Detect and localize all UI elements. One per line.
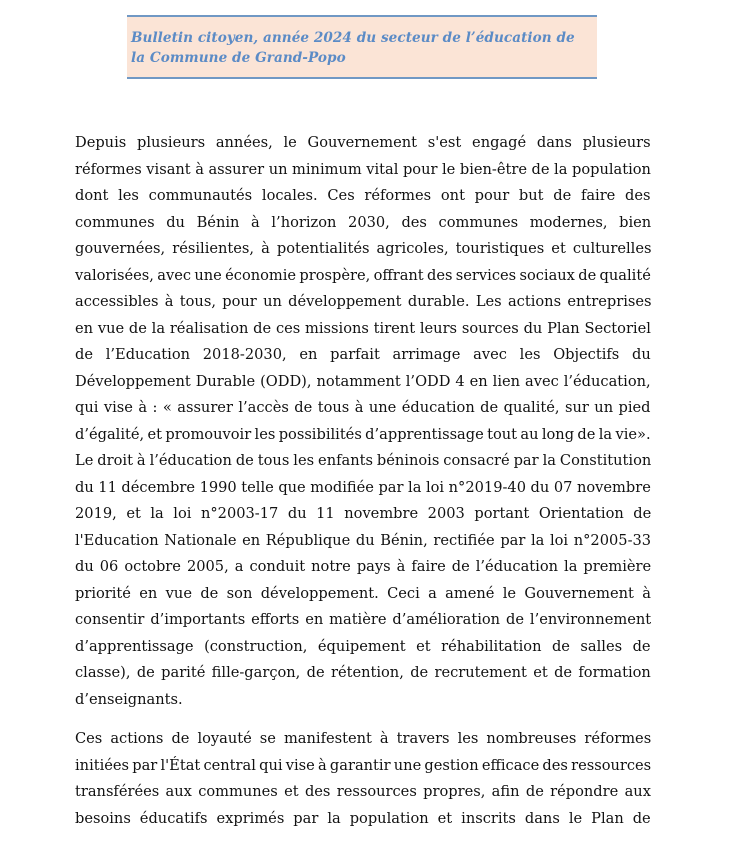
paragraph-reforms — [75, 726, 651, 832]
document-title-line-1: Bulletin citoyen, année 2024 du secteur de l’éducation de — [131, 30, 575, 46]
text-line: Depuis plusieurs années, le Gouvernement s'est engagé dans plusieurs — [75, 134, 651, 151]
text-line: valorisées, avec une économie prospère, offrant des services sociaux de qualité — [75, 266, 651, 284]
text-line: l'Education Nationale en République du Bénin, rectifiée par la loi n°2005-33 — [75, 531, 652, 549]
text-line: communes du Bénin à l’horizon 2030, des communes modernes, bien — [75, 213, 652, 231]
text-line: classe), de parité fille-garçon, de rétention, de recrutement et de formation — [75, 664, 651, 681]
text-line: d’égalité, et promouvoir les possibilités d’apprentissage tout au long de la vie». — [75, 425, 651, 443]
text-line: Développement Durable (ODD), notamment l’ODD 4 en lien avec l’éducation, — [75, 372, 651, 390]
text-line: d’enseignants. — [75, 690, 183, 708]
text-line: de l’Education 2018-2030, en parfait arrimage avec les Objectifs du — [75, 346, 651, 363]
text-line: accessibles à tous, pour un développement durable. Les actions entreprises — [75, 293, 652, 310]
text-line: besoins éducatifs exprimés par la population et inscrits dans le Plan de — [75, 809, 651, 827]
text-line: réformes visant à assurer un minimum vital pour le bien-être de la population — [75, 160, 651, 178]
text-line: transférées aux communes et des ressources propres, afin de répondre aux — [75, 783, 651, 800]
document-title-line-2: la Commune de Grand-Popo — [131, 50, 346, 66]
text-line: initiées par l'État central qui vise à garantir une gestion efficace des ressources — [75, 756, 652, 774]
document-header-box — [127, 15, 597, 79]
text-line: 2019, et la loi n°2003-17 du 11 novembre 2003 portant Orientation de — [75, 505, 652, 522]
paragraph-intro — [75, 130, 651, 713]
text-line: priorité en vue de son développement. Ceci a amené le Gouvernement à — [75, 584, 651, 602]
text-line: en vue de la réalisation de ces missions tirent leurs sources du Plan Sectoriel — [75, 319, 651, 337]
text-line: Ces actions de loyauté se manifestent à travers les nombreuses réformes — [75, 730, 652, 747]
text-line: Le droit à l’éducation de tous les enfants béninois consacré par la Constitution — [75, 452, 652, 469]
text-line: qui vise à : « assurer l’accès de tous à une éducation de qualité, sur un pied — [75, 399, 651, 416]
text-line: consentir d’importants efforts en matière d’amélioration de l’environnement — [75, 611, 652, 628]
document-body — [75, 130, 651, 845]
text-line: du 06 octobre 2005, a conduit notre pays à faire de l’éducation la première — [75, 558, 652, 575]
text-line: d’apprentissage (construction, équipement et réhabilitation de salles de — [75, 637, 651, 655]
text-line: dont les communautés locales. Ces réformes ont pour but de faire des — [75, 187, 651, 204]
text-line: gouvernées, résilientes, à potentialités agricoles, touristiques et culturelles — [75, 240, 652, 257]
text-line: du 11 décembre 1990 telle que modifiée par la loi n°2019-40 du 07 novembre — [75, 478, 651, 496]
